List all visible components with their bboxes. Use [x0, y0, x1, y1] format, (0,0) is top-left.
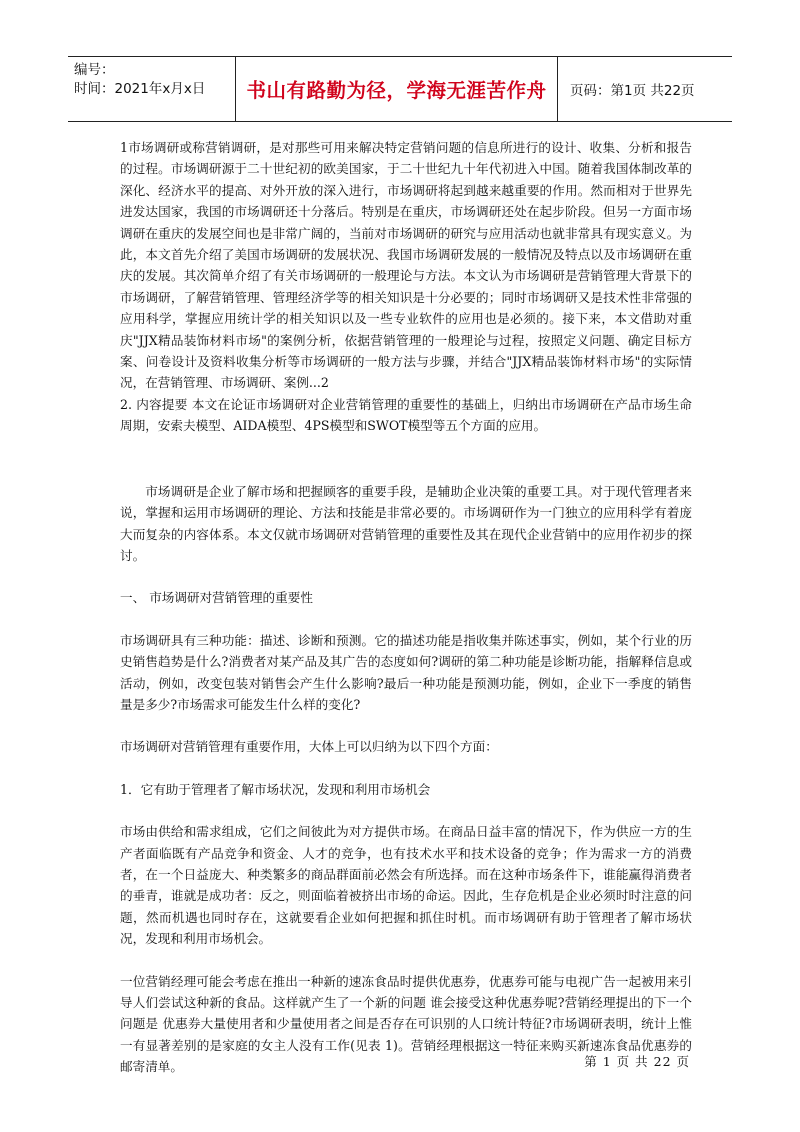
- page-header: [68, 56, 732, 122]
- subsection-heading: 1．它有助于管理者了解市场状况，发现和利用市场机会: [120, 781, 431, 797]
- summary-paragraph: 2. 内容提要 本文在论证市场调研对企业营销管理的重要性的基础上，归纳出市场调研在产品市场生命周期，安索夫模型、AIDA模型、4PS模型和SWOT模型等五个方面的应用。: [120, 396, 692, 434]
- number-label: 编号：: [74, 62, 115, 78]
- page-footer: 第 1 页 共 22 页: [584, 1054, 690, 1069]
- header-page-info: 页码：第1页 共22页: [570, 83, 695, 99]
- header-motto: 书山有路勤为径，学海无涯苦作舟: [236, 57, 558, 121]
- market-paragraph: 市场由供给和需求组成，它们之间彼此为对方提供市场。在商品日益丰富的情况下，作为供应一方的生产者面临既有产品竞争和资金、人才的竞争，也有技术水平和技术设备的竞争；作为需求一方的消费者，在一个日益庞大、种类繁多的商品群面前必然会有所选择。而在这种市场条件下，谁能赢得消费者的垂青，谁就是成功者：反之，则面临着被挤出市场的命运。因此，生存危机是企业必须时时注意的问题，然而机遇也同时存在，这就要看企业如何把握和抓住时机。而市场调研有助于管理者了解市场状况，发现和利用市场机会。: [120, 824, 692, 947]
- coupon-paragraph: 一位营销经理可能会考虑在推出一种新的速冻食品时提供优惠券，优惠券可能与电视广告一起被用来引导人们尝试这种新的食品。这样就产生了一个新的问题 谁会接受这种优惠券呢?营销经理提出的下一个问题是 优惠券大量使用者和少量使用者之间是否存在可识别的人口统计特征?市场调研表明，统计上惟一有显著差别的是家庭的女主人没有工作(见表 1)。营销经理根据这一特征来购买新速冻食品优惠券的邮寄清单。: [120, 973, 692, 1075]
- functions-paragraph: 市场调研具有三种功能：描述、诊断和预测。它的描述功能是指收集并陈述事实，例如，某个行业的历史销售趋势是什么?消费者对某产品及其广告的态度如何?调研的第二种功能是诊断功能，指解释信息或活动，例如，改变包装对销售会产生什么影响?最后一种功能是预测功能，例如，企业下一季度的销售量是多少?市场需求可能发生什么样的变化?: [120, 632, 692, 712]
- roles-paragraph: 市场调研对营销管理有重要作用，大体上可以归纳为以下四个方面：: [120, 739, 498, 755]
- abstract-paragraph: 1市场调研或称营销调研，是对那些可用来解决特定营销问题的信息所进行的设计、收集、分析和报告的过程。市场调研源于二十世纪初的欧美国家，于二十世纪九十年代初进入中国。随着我国体制改革的深化、经济水平的提高、对外开放的深入进行，市场调研将起到越来越重要的作用。然而相对于世界先进发达国家，我国的市场调研还十分落后。特别是在重庆，市场调研还处在起步阶段。但另一方面市场调研在重庆的发展空间也是非常广阔的，当前对市场调研的研究与应用活动也就非常具有现实意义。为此，本文首先介绍了美国市场调研的发展状况、我国市场调研发展的一般情况及特点以及市场调研在重庆的发展。其次简单介绍了有关市场调研的一般理论与方法。本文认为市场调研是营销管理大背景下的市场调研，了解营销管理、管理经济学等的相关知识是十分必要的；同时市场调研又是技术性非常强的应用科学，掌握应用统计学的相关知识以及一些专业软件的应用也是必须的。接下来，本文借助对重庆"JJX精品装饰材料市场"的案例分析，依据营销管理的一般理论与过程，按照定义问题、确定目标方案、问卷设计及资料收集分析等市场调研的一般方法与步骤，并结合"JJX精品装饰材料市场"的实际情况，在营销管理、市场调研、案例...2: [120, 140, 692, 391]
- section-heading: 一、 市场调研对营销管理的重要性: [120, 590, 313, 606]
- document-body: [120, 137, 692, 1078]
- time-label: 时间：2021年x月x日: [74, 81, 206, 97]
- intro-paragraph: 市场调研是企业了解市场和把握顾客的重要手段，是辅助企业决策的重要工具。对于现代管理者来说，掌握和运用市场调研的理论、方法和技能是非常必要的。市场调研作为一门独立的应用科学有着庞大而复杂的内容体系。本文仅就市场调研对营销管理的重要性及其在现代企业营销中的应用作初步的探讨。: [120, 483, 692, 563]
- header-meta: [68, 57, 236, 121]
